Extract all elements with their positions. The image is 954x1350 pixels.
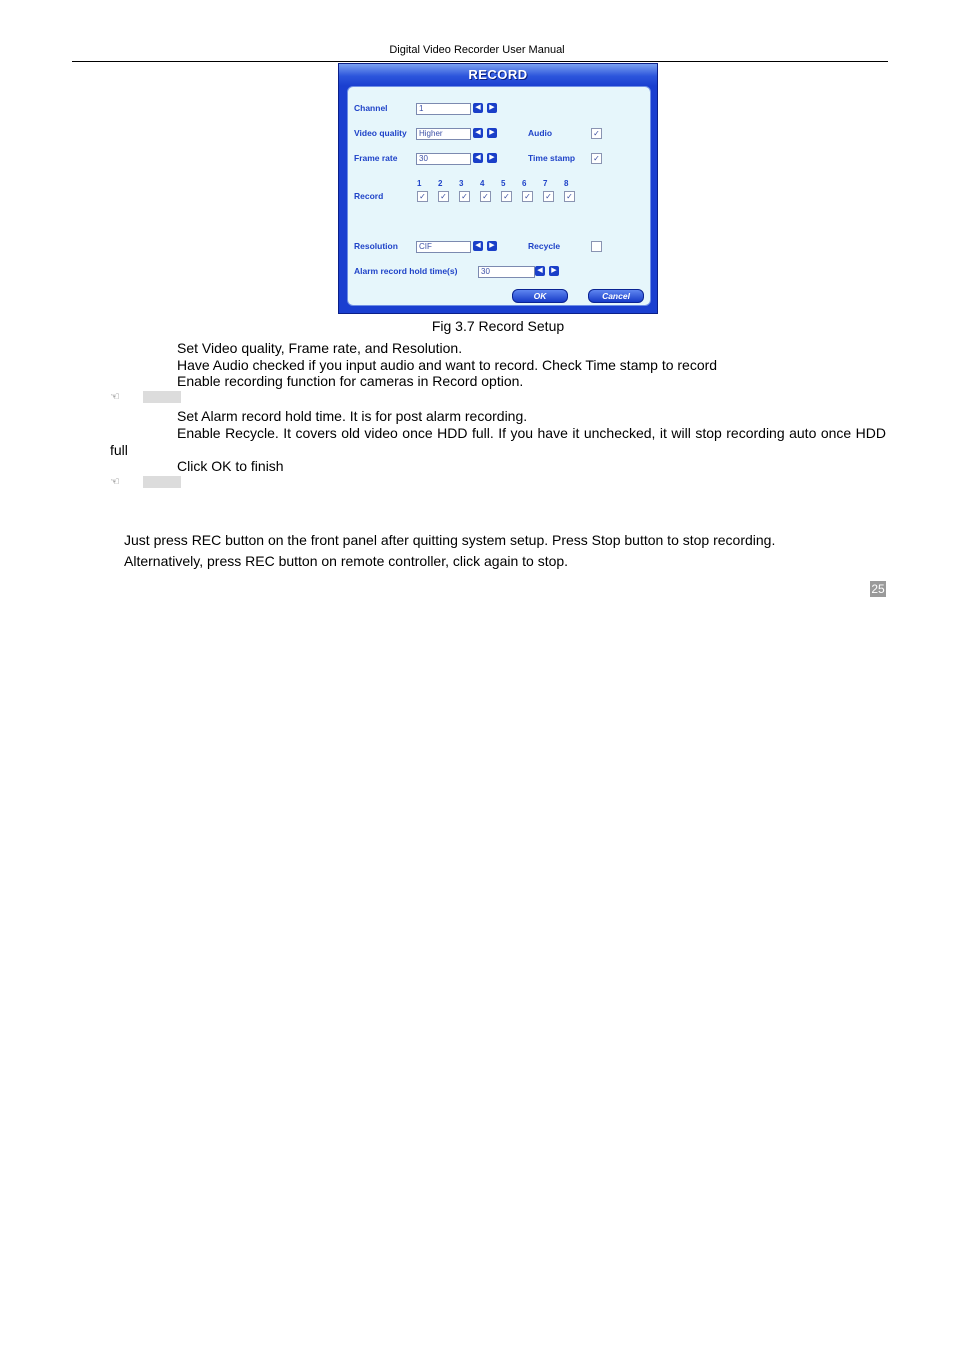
arrow-right-icon: ▶ [551,267,557,274]
record-channel-checkbox[interactable]: ✓ [564,191,575,202]
video-quality-label: Video quality [354,128,407,138]
recycle-label: Recycle [528,241,561,251]
body-paragraph: Alternatively, press REC button on remote controller, click again to stop. [124,553,569,569]
dialog-title: RECORD [468,67,528,82]
resolution-label: Resolution [354,241,398,251]
record-channel-number: 2 [438,179,443,188]
arrow-left-icon: ◀ [475,154,481,161]
frame-rate-next-button[interactable] [487,153,497,163]
instruction-line: Enable recording function for cameras in Record option. [177,373,524,389]
arrow-right-icon: ▶ [489,104,495,111]
channel-prev-button[interactable] [473,103,483,113]
record-channel-checkbox[interactable]: ✓ [543,191,554,202]
instruction-line: Set Alarm record hold time. It is for post alarm recording. [177,408,528,424]
ok-button[interactable]: OK [512,289,568,303]
record-channel-checkbox[interactable]: ✓ [522,191,533,202]
resolution-next-button[interactable] [487,241,497,251]
recycle-checkbox[interactable] [591,241,602,252]
instruction-line: Set Video quality, Frame rate, and Resolution. [177,340,463,356]
page-number: 25 [871,582,885,596]
dialog-body [347,86,651,306]
alarm-hold-field[interactable]: 30 [478,266,535,278]
frame-rate-prev-button[interactable] [473,153,483,163]
arrow-left-icon: ◀ [475,129,481,136]
resolution-prev-button[interactable] [473,241,483,251]
channel-label: Channel [354,103,388,113]
arrow-left-icon: ◀ [475,104,481,111]
record-channel-checkbox[interactable]: ✓ [417,191,428,202]
arrow-right-icon: ▶ [489,129,495,136]
instruction-paragraph: Enable Recycle. It covers old video once HDD full. If you have it unchecked, it will stop recording auto once HDD full [110,425,886,458]
time-stamp-label: Time stamp [528,153,576,163]
alarm-hold-next-button[interactable] [549,266,559,276]
record-channel-checkbox[interactable]: ✓ [438,191,449,202]
video-quality-prev-button[interactable] [473,128,483,138]
record-label: Record [354,191,384,201]
tip-marker [143,476,181,488]
frame-rate-field[interactable]: 30 [416,153,471,165]
record-channel-number: 5 [501,179,506,188]
cancel-button[interactable]: Cancel [588,289,644,303]
audio-checkbox[interactable]: ✓ [591,128,602,139]
record-channel-number: 3 [459,179,464,188]
instruction-line: Have Audio checked if you input audio and want to record. Check Time stamp to record [177,357,718,373]
record-dialog [338,63,658,314]
record-channel-number: 8 [564,179,569,188]
tip-marker [143,391,181,403]
figure-caption: Fig 3.7 Record Setup [431,318,565,334]
header-rule [72,61,888,62]
resolution-field[interactable]: CIF [416,241,471,253]
channel-field[interactable]: 1 [416,103,471,115]
time-stamp-checkbox[interactable]: ✓ [591,153,602,164]
hand-pointer-icon: ☜ [110,391,120,403]
frame-rate-label: Frame rate [354,153,398,163]
arrow-right-icon: ▶ [489,242,495,249]
audio-label: Audio [528,128,553,138]
record-channel-number: 6 [522,179,527,188]
alarm-hold-label: Alarm record hold time(s) [354,266,458,276]
arrow-left-icon: ◀ [475,242,481,249]
alarm-hold-prev-button[interactable] [535,266,545,276]
instruction-line: Click OK to finish [177,458,284,474]
arrow-right-icon: ▶ [489,154,495,161]
running-header: Digital Video Recorder User Manual [389,44,565,56]
record-channel-number: 7 [543,179,548,188]
record-channel-checkbox[interactable]: ✓ [459,191,470,202]
body-paragraph: Just press REC button on the front panel after quitting system setup. Press Stop button to stop recording. [124,532,776,548]
dialog-titlebar [339,64,657,86]
record-channel-checkbox[interactable]: ✓ [480,191,491,202]
arrow-left-icon: ◀ [537,267,543,274]
video-quality-next-button[interactable] [487,128,497,138]
record-channel-checkbox[interactable]: ✓ [501,191,512,202]
hand-pointer-icon: ☜ [110,476,120,488]
channel-next-button[interactable] [487,103,497,113]
video-quality-field[interactable]: Higher [416,128,471,140]
record-channel-number: 1 [417,179,422,188]
record-channel-number: 4 [480,179,485,188]
